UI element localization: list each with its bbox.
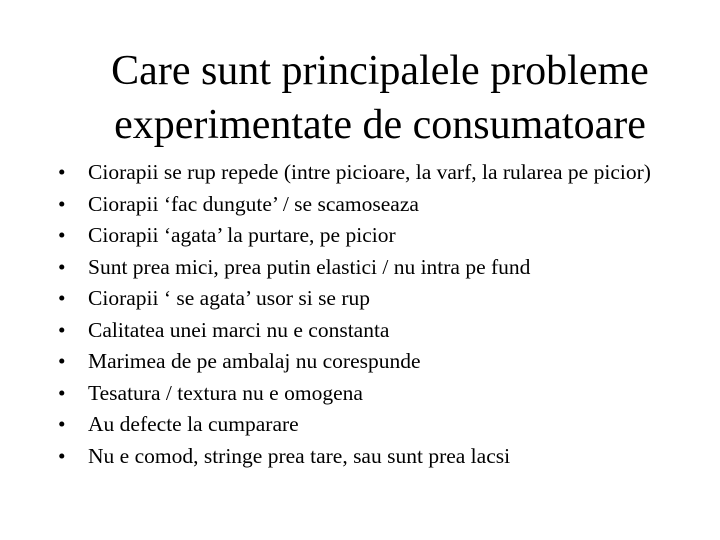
bullet-item bbox=[56, 286, 696, 310]
bullet-item bbox=[56, 192, 696, 216]
bullet-text: Marimea de pe ambalaj nu corespunde bbox=[88, 349, 421, 373]
bullet-item bbox=[56, 255, 696, 279]
bullet-text: Au defecte la cumparare bbox=[88, 412, 299, 436]
bullet-text: Sunt prea mici, prea putin elastici / nu intra pe fund bbox=[88, 254, 531, 279]
slide-title-line: Care sunt principalele probleme bbox=[111, 48, 649, 94]
bullet-item bbox=[56, 444, 696, 468]
bullet-text: Ciorapii se rup repede (intre picioare, la varf, la rularea pe picior) bbox=[88, 160, 651, 184]
bullet-icon: • bbox=[58, 317, 66, 342]
bullet-icon: • bbox=[58, 160, 66, 184]
bullet-item bbox=[56, 412, 696, 436]
bullet-text: Calitatea unei marci nu e constanta bbox=[88, 317, 390, 342]
bullet-icon: • bbox=[58, 223, 66, 247]
slide-title-line: experimentate de consumatoare bbox=[114, 102, 646, 148]
bullet-icon: • bbox=[58, 254, 66, 279]
bullet-item bbox=[56, 318, 696, 342]
bullet-list bbox=[56, 160, 696, 475]
bullet-item bbox=[56, 381, 696, 405]
bullet-icon: • bbox=[58, 412, 66, 436]
bullet-text: Tesatura / textura nu e omogena bbox=[88, 380, 363, 405]
bullet-icon: • bbox=[58, 349, 66, 373]
bullet-text: Ciorapii ‘fac dungute’ / se scamoseaza bbox=[88, 191, 419, 216]
bullet-item bbox=[56, 223, 696, 247]
bullet-icon: • bbox=[58, 380, 66, 405]
bullet-item bbox=[56, 349, 696, 373]
bullet-icon: • bbox=[58, 286, 66, 310]
bullet-item bbox=[56, 160, 696, 184]
bullet-icon: • bbox=[58, 443, 66, 468]
bullet-icon: • bbox=[58, 191, 66, 216]
bullet-text: Ciorapii ‘agata’ la purtare, pe picior bbox=[88, 223, 396, 247]
slide-title bbox=[40, 44, 720, 152]
bullet-text: Nu e comod, stringe prea tare, sau sunt prea lacsi bbox=[88, 443, 511, 468]
bullet-text: Ciorapii ‘ se agata’ usor si se rup bbox=[88, 286, 371, 310]
